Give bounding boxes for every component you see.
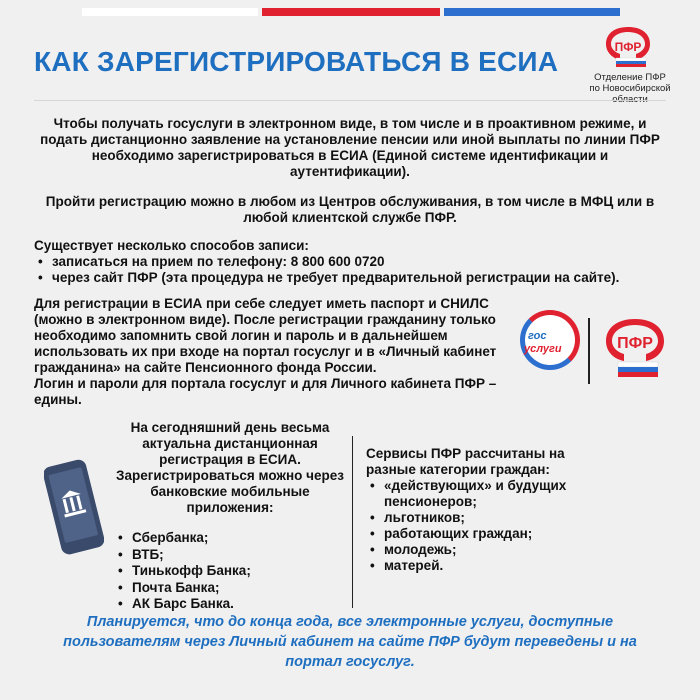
documents-paragraph	[34, 296, 522, 408]
banks-subheading: Зарегистрироваться можно через банковские мобильные приложения:	[116, 468, 344, 515]
pfr-logo-large-icon	[600, 316, 670, 378]
caption-line-1: Отделение ПФР	[594, 72, 666, 83]
footer-note: Планируется, что до конца года, все электронные услуги, доступные пользователям через Личный кабинет на сайте ПФР будут переведены и на портал госуслуг.	[63, 614, 637, 670]
svg-text:ПФР: ПФР	[614, 40, 642, 54]
banks-list	[114, 530, 350, 613]
methods-block	[34, 238, 666, 286]
stripe-red	[262, 8, 440, 16]
logo-divider	[588, 318, 590, 384]
where-paragraph: Пройти регистрацию можно в любом из Центров обслуживания, в том числе в МФЦ или в любой клиентской службе ПФР.	[45, 194, 655, 225]
pfr-logo-icon	[602, 24, 654, 68]
banks-heading: На сегодняшний день весьма актуальна дистанционная регистрация в ЕСИА.	[130, 420, 330, 467]
column-divider	[352, 436, 353, 608]
list-item: • матерей.	[366, 558, 596, 574]
intro-paragraph: Чтобы получать госуслуги в электронном виде, в том числе и в проактивном режиме, и подать дистанционно заявление на установление пенсии или иной выплаты по линии ПФР необходимо зарегистрироваться в ЕСИА (Единой системе идентификации и аутентификации).	[40, 116, 660, 179]
phone-bank-icon	[44, 458, 104, 558]
services-block	[366, 446, 596, 574]
title-divider	[34, 100, 666, 101]
list-item: • через сайт ПФР (эта процедура не требует предварительной регистрации на сайте).	[34, 270, 666, 286]
documents-text: Для регистрации в ЕСИА при себе следует иметь паспорт и СНИЛС (можно в электронном виде). После регистрации гражданину только необходимо запомнить свой логин и пароль и в дальнейшем использовать их при входе на портал госуслуг и в «Личный кабинет гражданина» на сайте Пенсионного фонда России.	[34, 296, 497, 375]
list-item: • льготников;	[366, 510, 596, 526]
list-item: • работающих граждан;	[366, 526, 596, 542]
services-heading: Сервисы ПФР рассчитаны на разные категории граждан:	[366, 446, 565, 477]
list-item: • молодежь;	[366, 542, 596, 558]
services-list	[366, 478, 596, 574]
banks-list-block	[114, 530, 350, 613]
banks-block	[112, 420, 348, 516]
methods-list	[34, 254, 666, 286]
login-note: Логин и пароли для портала госуслуг и для Личного кабинета ПФР – едины.	[34, 376, 497, 407]
list-item: • Сбербанка;	[114, 530, 350, 547]
methods-heading: Существует несколько способов записи:	[34, 238, 309, 253]
svg-text:ПФР: ПФР	[617, 335, 653, 352]
list-item: • АК Барс Банка.	[114, 596, 350, 613]
list-item: • Почта Банка;	[114, 580, 350, 597]
gosuslugi-label-2: услуги	[524, 343, 562, 355]
caption-line-2: по Новосибирской	[589, 83, 671, 94]
flag-stripes	[0, 8, 700, 16]
list-item: • Тинькофф Банка;	[114, 563, 350, 580]
stripe-white	[82, 8, 258, 16]
page-title: КАК ЗАРЕГИСТРИРОВАТЬСЯ В ЕСИА	[34, 46, 559, 77]
gosuslugi-label-1: гос	[528, 330, 547, 342]
list-item: • записаться на прием по телефону: 8 800 600 0720	[34, 254, 666, 270]
list-item: • ВТБ;	[114, 547, 350, 564]
stripe-blue	[444, 8, 620, 16]
list-item: • «действующих» и будущих пенсионеров;	[366, 478, 596, 510]
